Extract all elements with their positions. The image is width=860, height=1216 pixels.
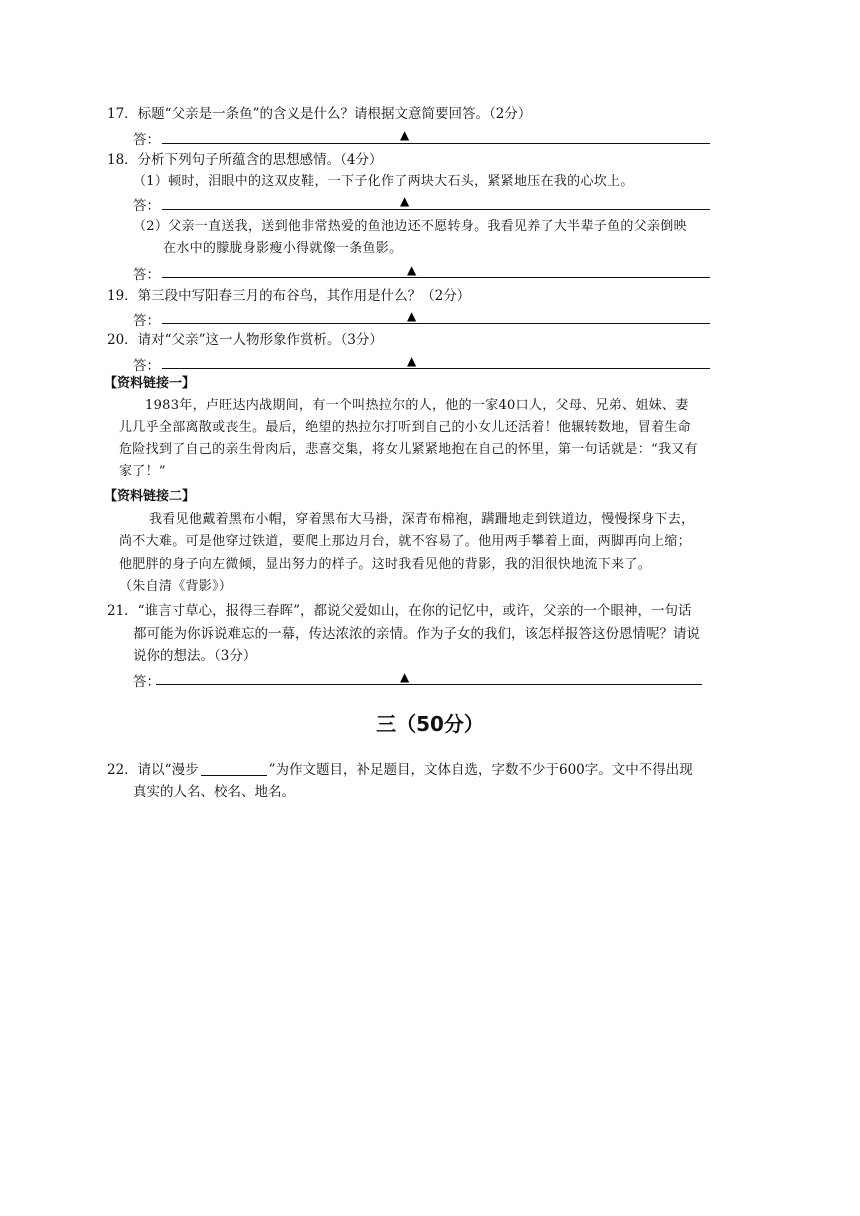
question-22 <box>107 760 693 780</box>
reference-1-line-4: 家了！” <box>119 464 166 479</box>
reference-2-line-1: 我看见他戴着黑布小帽，穿着黑布大马褂，深青布棉袍，蹒跚地走到铁道边，慢慢探身下去， <box>149 512 695 527</box>
answer-line-19[interactable] <box>162 323 710 324</box>
reference-2-line-2: 尚不大难。可是他穿过铁道，要爬上那边月台，就不容易了。他用两手攀着上面，两脚再向上缩； <box>119 534 691 549</box>
question-22-line-2: 真实的人名、校名、地名。 <box>133 784 295 800</box>
reference-2-source: （朱自清《背影》） <box>119 579 233 594</box>
question-22-suffix: ”为作文题目，补足题目，文体自选，字数不少于600字。文中不得出现 <box>268 762 693 778</box>
question-20: 20．请对“父亲”这一人物形象作赏析。（3分） <box>107 332 383 348</box>
reference-1-line-1: 1983年，卢旺达内战期间，有一个叫热拉尔的人，他的一家40口人，父母、兄弟、姐妹、妻 <box>145 398 689 413</box>
question-19: 19．第三段中写阳春三月的布谷鸟，其作用是什么？（2分） <box>107 288 471 304</box>
triangle-marker-icon: ▲ <box>400 670 410 684</box>
section-3-title: 三（50分） <box>376 712 484 736</box>
answer-label-17: 答： <box>133 132 160 148</box>
answer-label-21: 答： <box>133 674 160 690</box>
answer-line-18-2[interactable] <box>162 277 710 278</box>
question-18-sentence-2-line-1: （2）父亲一直送我，送到他非常热爱的鱼池边还不愿转身。我看见养了大半辈子鱼的父亲倒映 <box>133 219 687 234</box>
answer-line-21[interactable] <box>156 684 702 685</box>
triangle-marker-icon: ▲ <box>407 354 417 368</box>
reference-2-line-3: 他肥胖的身子向左微倾，显出努力的样子。这时我看见他的背影，我的泪很快地流下来了。 <box>119 557 652 572</box>
question-21-line-3: 说你的想法。（3分） <box>133 648 257 664</box>
answer-line-17[interactable] <box>162 143 710 144</box>
question-22-prefix: 22．请以“漫步 <box>107 762 199 778</box>
reference-1-heading: 【资料链接一】 <box>104 376 196 391</box>
answer-line-18-1[interactable] <box>162 209 710 210</box>
answer-label-19: 答： <box>133 313 160 329</box>
triangle-marker-icon: ▲ <box>407 309 417 323</box>
triangle-marker-icon: ▲ <box>400 128 410 142</box>
question-18-sentence-1: （1）顿时，泪眼中的这双皮鞋，一下子化作了两块大石头，紧紧地压在我的心坎上。 <box>133 174 634 189</box>
triangle-marker-icon: ▲ <box>407 263 417 277</box>
reference-1-line-3: 危险找到了自己的亲生骨肉后，悲喜交集，将女儿紧紧地抱在自己的怀里，第一句话就是：“我又有 <box>119 442 698 457</box>
answer-label-18-2: 答： <box>133 267 160 283</box>
question-21-line-1: 21．“谁言寸草心，报得三春晖”，都说父爱如山，在你的记忆中，或许，父亲的一个眼神，一句话 <box>107 603 692 619</box>
answer-line-20[interactable] <box>162 368 710 369</box>
reference-1-line-2: 儿几乎全部离散或丧生。最后，绝望的热拉尔打听到自己的小女儿还活着！他辗转数地，冒着生命 <box>119 420 691 435</box>
question-17: 17．标题“父亲是一条鱼”的含义是什么？请根据文意简要回答。（2分） <box>107 106 532 122</box>
answer-label-20: 答： <box>133 358 160 374</box>
question-21-line-2: 都可能为你诉说难忘的一幕，传达浓浓的亲情。作为子女的我们，该怎样报答这份恩情呢？请说 <box>133 626 700 642</box>
question-18-sentence-2-line-2: 在水中的朦胧身影瘦小得就像一条鱼影。 <box>163 241 403 256</box>
title-blank-field[interactable] <box>201 761 267 776</box>
question-18: 18．分析下列句子所蕴含的思想感情。（4分） <box>107 152 383 168</box>
triangle-marker-icon: ▲ <box>400 194 410 208</box>
answer-label-18-1: 答： <box>133 198 160 214</box>
reference-2-heading: 【资料链接二】 <box>104 489 196 504</box>
